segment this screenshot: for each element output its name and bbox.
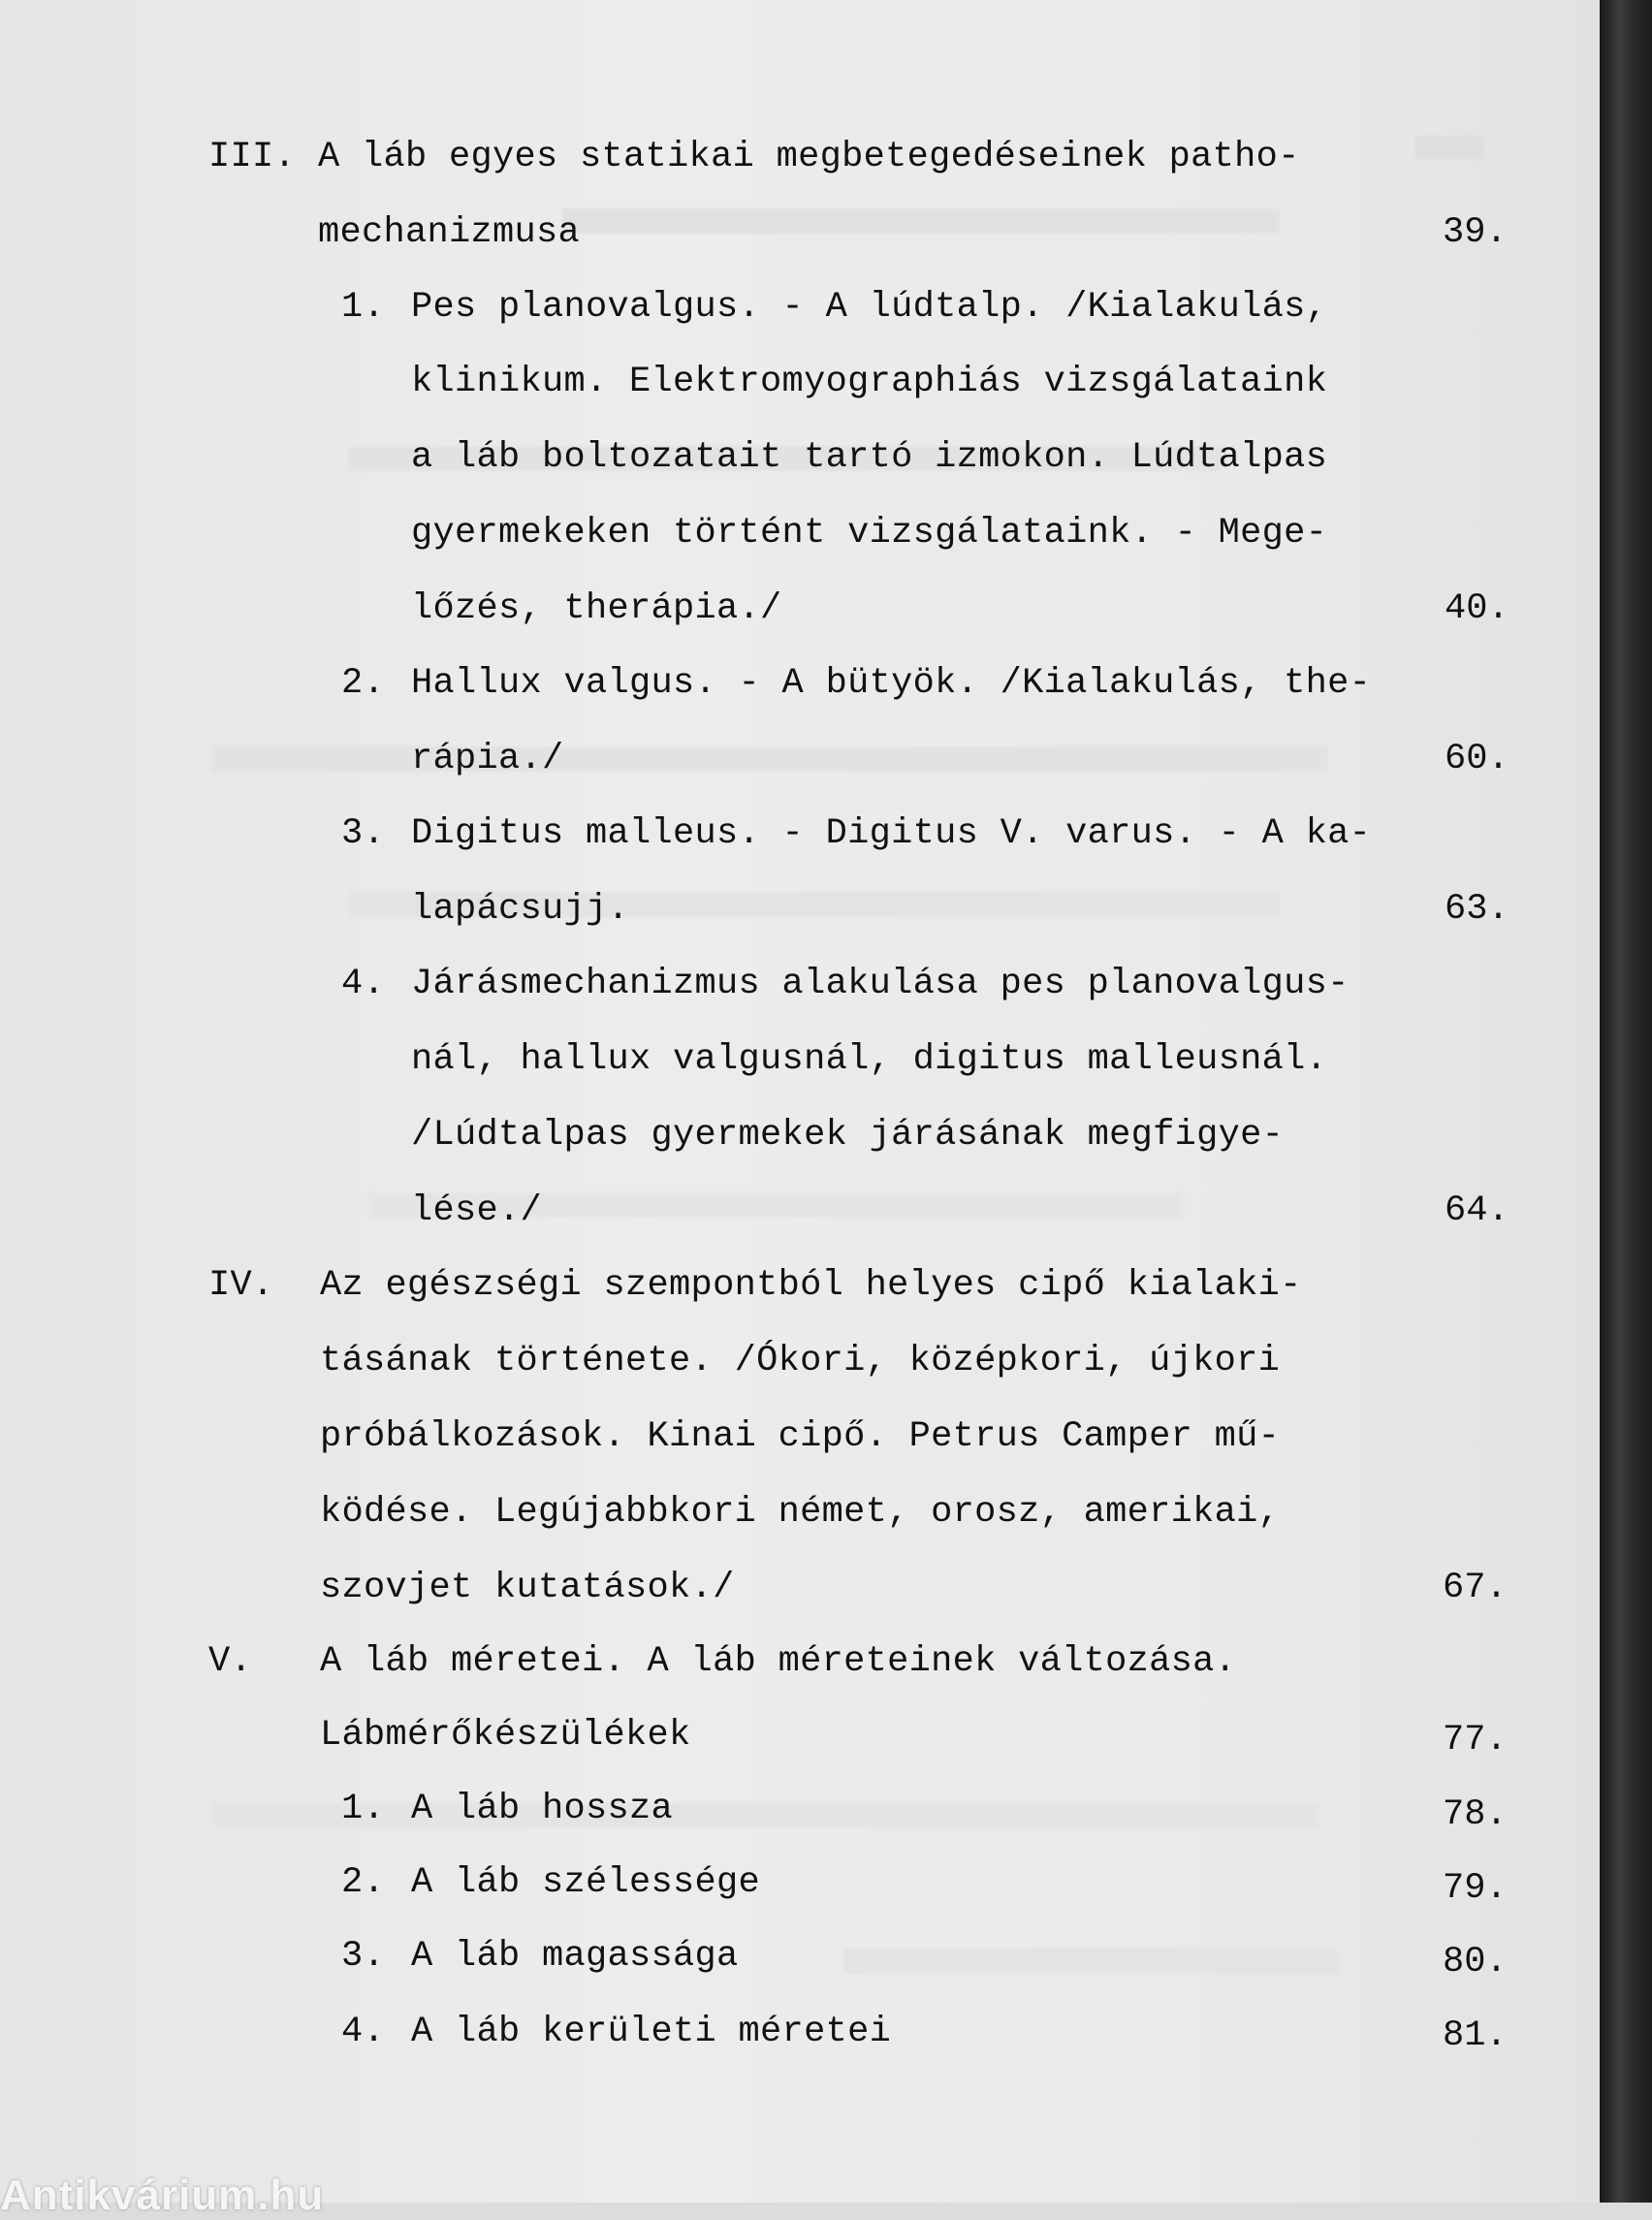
page-number: 81. — [1443, 2015, 1508, 2056]
page-number: 78. — [1443, 1794, 1508, 1835]
section-title-line: próbálkozások. Kinai cipő. Petrus Camper mű- — [320, 1416, 1281, 1457]
item-text-line: klinikum. Elektromyographiás vizsgálataink — [411, 362, 1328, 402]
item-text-line: A láb hossza — [411, 1789, 674, 1829]
item-text-line: lőzés, therápia./ — [411, 588, 782, 629]
page-number: 60. — [1445, 739, 1509, 779]
item-number: 3. — [341, 813, 386, 854]
section-numeral: III. — [208, 137, 297, 177]
item-text-line: A láb magassága — [411, 1936, 739, 1977]
section-title-line: Az egészségi szempontból helyes cipő kialaki- — [320, 1265, 1302, 1306]
item-number: 2. — [341, 1862, 386, 1903]
show-through-bar — [843, 1949, 1338, 1974]
item-text-line: gyermekeken történt vizsgálataink. - Mege- — [411, 513, 1328, 554]
page-number: 39. — [1443, 212, 1508, 253]
item-number: 1. — [341, 287, 386, 328]
item-number: 3. — [341, 1936, 386, 1977]
item-number: 4. — [341, 2012, 386, 2052]
item-text-line: /Lúdtalpas gyermekek járásának megfigye- — [411, 1115, 1285, 1156]
page-number: 40. — [1445, 588, 1509, 629]
section-title-line: ködése. Legújabbkori német, orosz, amerikai, — [320, 1492, 1281, 1533]
section-title-line: szovjet kutatások./ — [320, 1568, 735, 1608]
show-through-bar — [1415, 136, 1483, 159]
page-number: 63. — [1445, 889, 1509, 930]
item-text-line: rápia./ — [411, 739, 564, 779]
section-title-line: A láb méretei. A láb méreteinek változása. — [320, 1641, 1237, 1682]
item-number: 4. — [341, 964, 386, 1004]
section-title-line: mechanizmusa — [318, 212, 581, 253]
item-text-line: Járásmechanizmus alakulása pes planovalgus- — [411, 964, 1350, 1004]
show-through-bar — [562, 208, 1280, 234]
section-title-line: Lábmérőkészülékek — [320, 1715, 691, 1756]
section-title-line: tásának története. /Ókori, középkori, újkori — [320, 1341, 1281, 1381]
page-number: 80. — [1443, 1942, 1508, 1982]
item-text-line: A láb szélessége — [411, 1862, 761, 1903]
item-text-line: lapácsujj. — [411, 889, 630, 930]
item-text-line: Digitus malleus. - Digitus V. varus. - A ka- — [411, 813, 1372, 854]
page-edge-shadow — [1600, 0, 1652, 2203]
item-text-line: A láb kerületi méretei — [411, 2012, 892, 2052]
page-number: 67. — [1443, 1568, 1508, 1608]
section-numeral: V. — [208, 1641, 253, 1682]
item-text-line: Pes planovalgus. - A lúdtalp. /Kialakulás, — [411, 287, 1328, 328]
section-numeral: IV. — [208, 1265, 274, 1306]
item-text-line: Hallux valgus. - A bütyök. /Kialakulás, the- — [411, 663, 1372, 704]
item-text-line: lése./ — [411, 1190, 543, 1231]
page-number: 77. — [1443, 1720, 1508, 1760]
item-number: 2. — [341, 663, 386, 704]
page-number: 64. — [1445, 1190, 1509, 1231]
watermark: Antikvárium.hu — [0, 2172, 325, 2219]
item-text-line: nál, hallux valgusnál, digitus malleusnál. — [411, 1039, 1328, 1080]
show-through-bar — [213, 746, 1328, 772]
section-title-line: A láb egyes statikai megbetegedéseinek patho- — [318, 137, 1300, 177]
item-number: 1. — [341, 1789, 386, 1829]
page-number: 79. — [1443, 1868, 1508, 1909]
item-text-line: a láb boltozatait tartó izmokon. Lúdtalpas — [411, 437, 1328, 478]
